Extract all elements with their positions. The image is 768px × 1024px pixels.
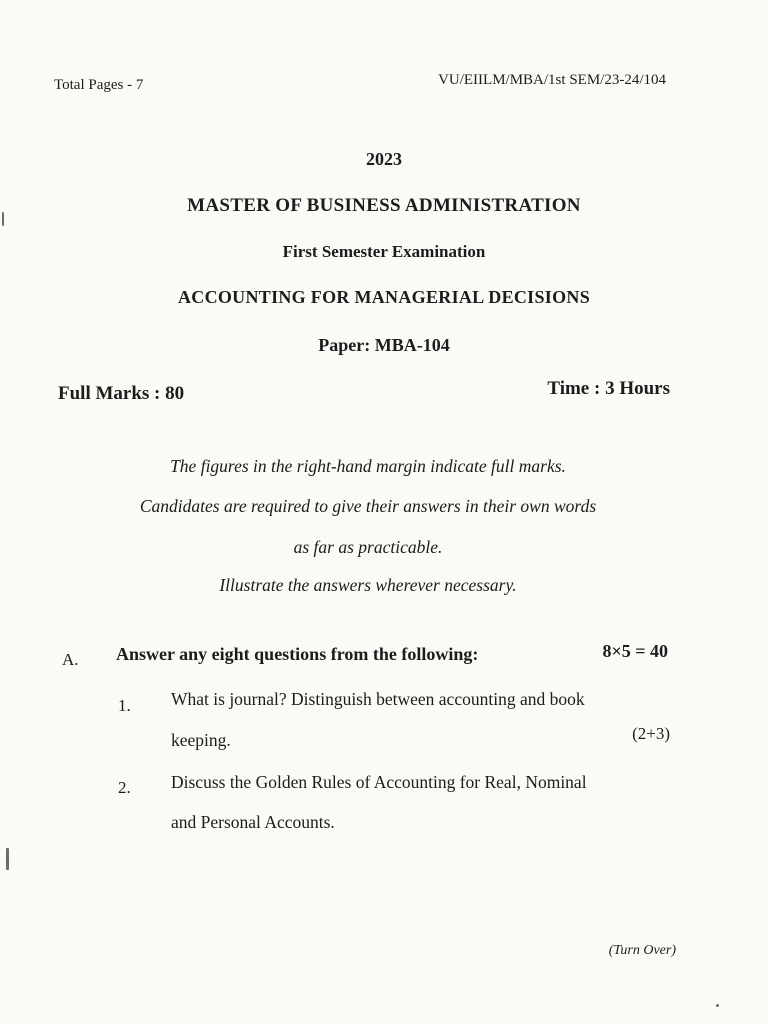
- instruction-line: The figures in the right-hand margin indicate full marks.: [170, 456, 566, 476]
- degree-title: MASTER OF BUSINESS ADMINISTRATION: [187, 195, 581, 216]
- scan-speck: [716, 1004, 719, 1007]
- exam-year: 2023: [366, 149, 402, 169]
- full-marks: Full Marks : 80: [58, 383, 185, 404]
- subject-title: ACCOUNTING FOR MANAGERIAL DECISIONS: [177, 287, 591, 307]
- instruction-line: Candidates are required to give their answers in their own words: [139, 496, 597, 516]
- instruction-line: Illustrate the answers wherever necessary.: [219, 575, 517, 595]
- question-text-line: Discuss the Golden Rules of Accounting for Real, Nominal: [171, 772, 587, 792]
- section-heading: Answer any eight questions from the following:: [116, 644, 479, 664]
- paper-number: Paper: MBA-104: [318, 335, 450, 355]
- question-text-line: and Personal Accounts.: [171, 812, 335, 832]
- question-number: 2.: [118, 778, 131, 797]
- instruction-line: as far as practicable.: [293, 537, 443, 557]
- exam-name: First Semester Examination: [282, 242, 486, 261]
- section-marks: 8×5 = 40: [602, 641, 668, 661]
- exam-time: Time : 3 Hours: [547, 378, 670, 399]
- section-letter: A.: [62, 650, 79, 669]
- question-marks: (2+3): [632, 724, 670, 743]
- scan-speck: [6, 848, 9, 870]
- question-number: 1.: [118, 696, 131, 715]
- paper-code: VU/EIILM/MBA/1st SEM/23-24/104: [438, 72, 666, 88]
- scan-speck: [2, 212, 4, 226]
- total-pages: Total Pages - 7: [54, 77, 144, 93]
- question-text-line: What is journal? Distinguish between accounting and book: [171, 689, 585, 709]
- turn-over-note: (Turn Over): [608, 943, 676, 958]
- question-text-line: keeping.: [171, 730, 231, 750]
